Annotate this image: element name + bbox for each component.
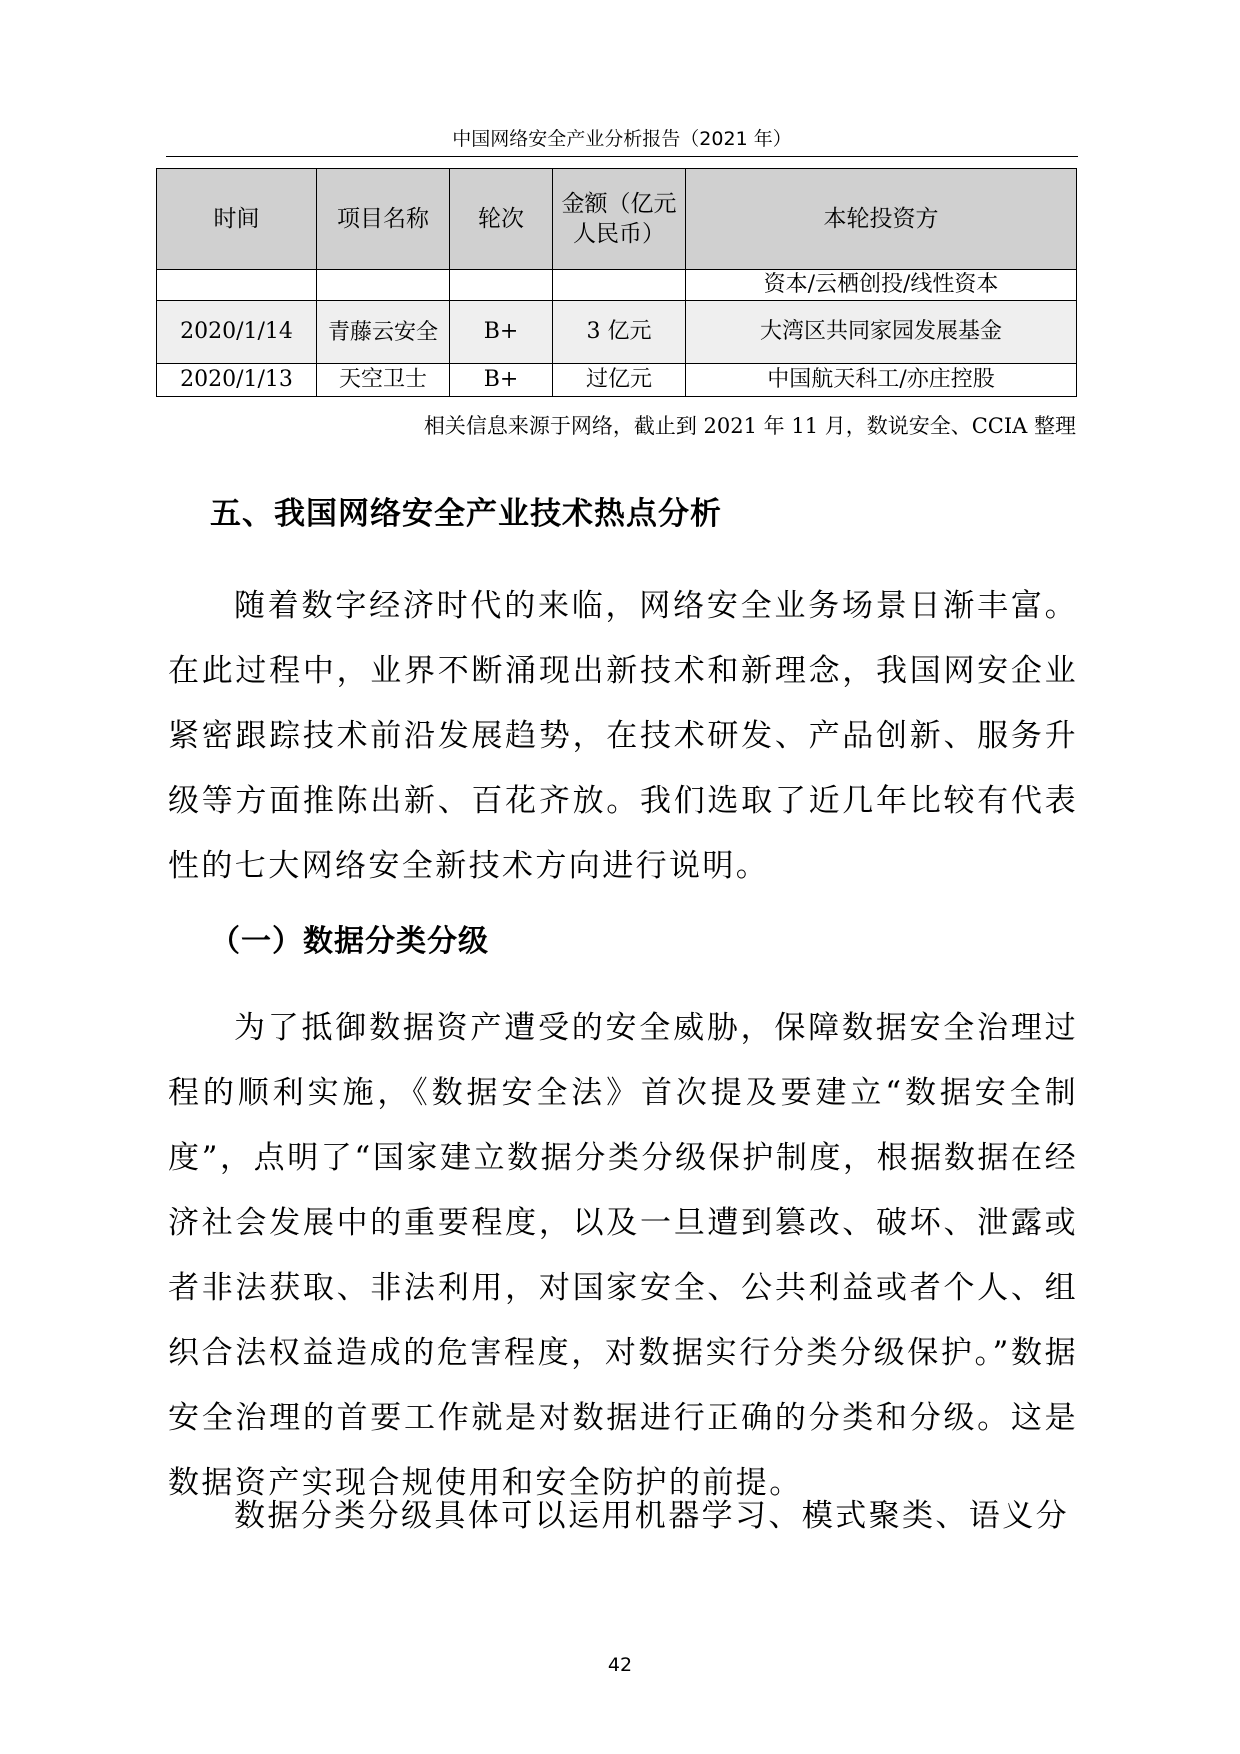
cell-date: 2020/1/14 xyxy=(157,301,317,364)
cell-round: B+ xyxy=(450,364,553,397)
cell-round xyxy=(450,270,553,301)
cell-date xyxy=(157,270,317,301)
cell-investors: 大湾区共同家园发展基金 xyxy=(686,301,1077,364)
cell-amount xyxy=(553,270,686,301)
cell-amount: 过亿元 xyxy=(553,364,686,397)
body-paragraph-continued: 数据分类分级具体可以运用机器学习、模式聚类、语义分 xyxy=(234,1498,1069,1534)
cell-investors: 中国航天科工/亦庄控股 xyxy=(686,364,1077,397)
cell-date: 2020/1/13 xyxy=(157,364,317,397)
table-header-row xyxy=(157,169,1077,270)
column-header-project: 项目名称 xyxy=(317,169,450,270)
column-header-round: 轮次 xyxy=(450,169,553,270)
body-paragraph: 为了抵御数据资产遭受的安全威胁，保障数据安全治理过程的顺利实施，《数据安全法》首次提及要建立“数据安全制度”，点明了“国家建立数据分类分级保护制度，根据数据在经济社会发展中的重要程度，以及一旦遭到篡改、破坏、泄露或者非法获取、非法利用，对国家安全、公共利益或者个人、组织合法权益造成的危害程度，对数据实行分类分级保护。”数据安全治理的首要工作就是对数据进行正确的分类和分级。这是数据资产实现合规使用和安全防护的前提。 xyxy=(168,1010,1078,1501)
investment-table xyxy=(156,168,1077,397)
running-header: 中国网络安全产业分析报告（2021 年） xyxy=(452,128,792,150)
table-row xyxy=(157,270,1077,301)
table-source-note: 相关信息来源于网络，截止到 2021 年 11 月，数说安全、CCIA 整理 xyxy=(423,414,1076,438)
cell-round: B+ xyxy=(450,301,553,364)
subsection-heading: （一）数据分类分级 xyxy=(210,924,489,959)
table-row xyxy=(157,364,1077,397)
cell-amount: 3 亿元 xyxy=(553,301,686,364)
cell-project xyxy=(317,270,450,301)
column-header-date: 时间 xyxy=(157,169,317,270)
section-heading: 五、我国网络安全产业技术热点分析 xyxy=(210,496,722,532)
column-header-amount: 金额（亿元人民币） xyxy=(553,169,686,270)
intro-paragraph: 随着数字经济时代的来临，网络安全业务场景日渐丰富。在此过程中，业界不断涌现出新技术和新理念，我国网安企业紧密跟踪技术前沿发展趋势，在技术研发、产品创新、服务升级等方面推陈出新、百花齐放。我们选取了近几年比较有代表性的七大网络安全新技术方向进行说明。 xyxy=(168,588,1078,884)
table-row xyxy=(157,301,1077,364)
cell-investors: 资本/云栖创投/线性资本 xyxy=(686,270,1077,301)
cell-project: 天空卫士 xyxy=(317,364,450,397)
column-header-investors: 本轮投资方 xyxy=(686,169,1077,270)
header-rule xyxy=(166,156,1078,157)
cell-project: 青藤云安全 xyxy=(317,301,450,364)
page-number: 42 xyxy=(607,1654,633,1676)
